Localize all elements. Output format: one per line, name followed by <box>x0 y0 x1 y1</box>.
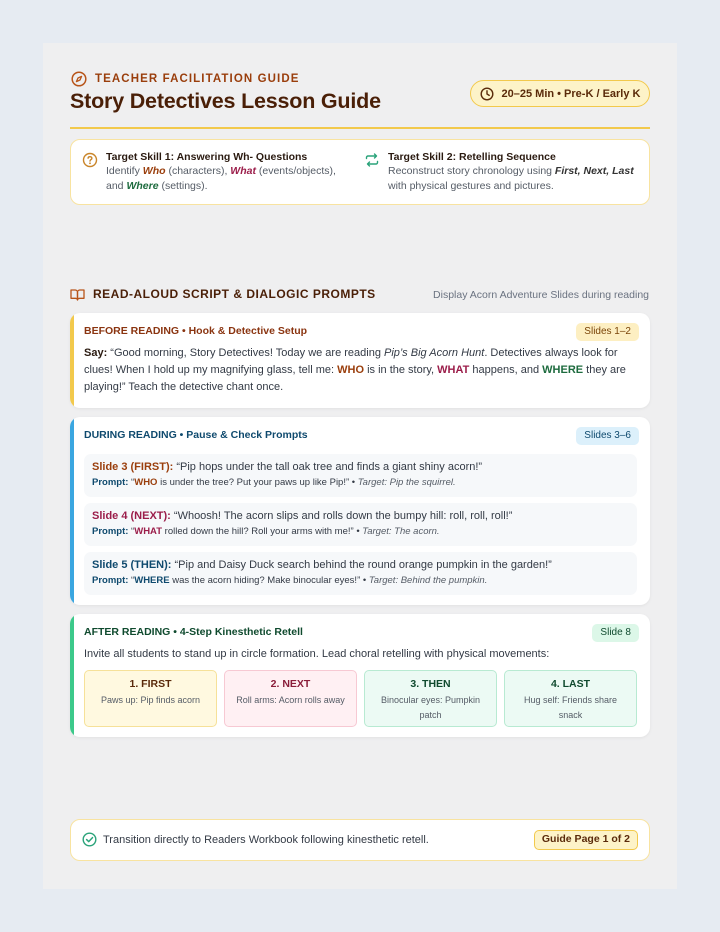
before-slides-badge: Slides 1–2 <box>576 323 639 341</box>
slide-text: Slide 4 (NEXT): “Whoosh! The acorn slips and rolls down the bumpy hill: roll, roll, roll!” <box>92 510 513 522</box>
step-desc: Binocular eyes: Pumpkin patch <box>380 695 481 720</box>
step-title: 4. LAST <box>550 678 591 690</box>
skill-1 <box>82 151 352 193</box>
during-reading-card <box>70 417 650 605</box>
skills-panel <box>70 139 650 205</box>
slide-text: Slide 3 (FIRST): “Pip hops under the tall oak tree and finds a giant shiny acorn!” <box>92 461 483 473</box>
retell-step-last <box>504 670 637 727</box>
slide-prompt-3 <box>84 454 637 497</box>
prompt-text: Prompt: “WHO is under the tree? Put your paws up like Pip!” • Target: Pip the squirrel. <box>92 477 456 488</box>
page-title: Story Detectives Lesson Guide <box>70 89 381 113</box>
step-desc: Hug self: Friends share snack <box>523 695 618 720</box>
step-desc: Paws up: Pip finds acorn <box>100 695 201 705</box>
retell-step-next <box>224 670 357 727</box>
before-script: Say: “Good morning, Story Detectives! Today we are reading Pip’s Big Acorn Hunt. Detectives always look for clues! When I hold up my magnifying glass, tell me: WHO is in the story, WHAT happens, and WHERE they are playing!” Teach the detective chant once. <box>84 347 626 393</box>
section-title: READ-ALOUD SCRIPT & DIALOGIC PROMPTS <box>93 287 376 301</box>
card-accent-bar <box>70 614 74 737</box>
step-title: 2. NEXT <box>270 678 311 690</box>
card-accent-bar <box>70 313 74 408</box>
skill-2-desc: Reconstruct story chronology using First, Next, Last with physical gestures and pictures. <box>388 165 634 192</box>
skill-1-desc: Identify Who (characters), What (events/objects), and Where (settings). <box>106 165 336 192</box>
header-divider <box>70 127 650 129</box>
guide-page <box>43 43 677 889</box>
after-title: AFTER READING • 4-Step Kinesthetic Retell <box>84 626 303 638</box>
after-slides-badge: Slide 8 <box>592 624 639 642</box>
book-icon <box>70 288 85 301</box>
repeat-icon <box>364 152 380 168</box>
eyebrow <box>71 71 300 87</box>
before-reading-card <box>70 313 650 408</box>
prompt-text: Prompt: “WHERE was the acorn hiding? Make binocular eyes!” • Target: Behind the pumpkin. <box>92 575 488 586</box>
skill-1-title: Target Skill 1: Answering Wh- Questions <box>106 151 308 163</box>
after-intro: Invite all students to stand up in circle formation. Lead choral retelling with physical movements: <box>84 648 550 660</box>
section-note: Display Acorn Adventure Slides during reading <box>433 289 649 301</box>
card-accent-bar <box>70 417 74 605</box>
page-indicator-badge: Guide Page 1 of 2 <box>534 830 638 850</box>
check-circle-icon <box>82 832 97 847</box>
clock-icon <box>480 87 494 101</box>
slide-prompt-4 <box>84 503 637 546</box>
step-title: 3. THEN <box>410 678 451 690</box>
slide-prompt-5 <box>84 552 637 595</box>
compass-icon <box>71 71 87 87</box>
after-reading-card <box>70 614 650 737</box>
retell-step-then <box>364 670 497 727</box>
duration-text: 20–25 Min • Pre-K / Early K <box>501 87 641 100</box>
during-slides-badge: Slides 3–6 <box>576 427 639 445</box>
during-title: DURING READING • Pause & Check Prompts <box>84 429 308 441</box>
skill-2-title: Target Skill 2: Retelling Sequence <box>388 151 556 163</box>
slide-text: Slide 5 (THEN): “Pip and Daisy Duck search behind the round orange pumpkin in the garden!” <box>92 559 552 571</box>
question-circle-icon <box>82 152 98 168</box>
footer-text: Transition directly to Readers Workbook following kinesthetic retell. <box>103 834 429 846</box>
prompt-text: Prompt: “WHAT rolled down the hill? Roll your arms with me!” • Target: The acorn. <box>92 526 440 537</box>
script-section-header <box>70 287 376 301</box>
footer-bar <box>70 819 650 861</box>
retell-step-first <box>84 670 217 727</box>
eyebrow-text: TEACHER FACILITATION GUIDE <box>95 73 300 85</box>
duration-pill <box>470 80 650 107</box>
before-title: BEFORE READING • Hook & Detective Setup <box>84 325 308 337</box>
step-desc: Roll arms: Acorn rolls away <box>236 695 345 705</box>
step-title: 1. FIRST <box>129 678 172 690</box>
skill-2 <box>364 151 644 193</box>
